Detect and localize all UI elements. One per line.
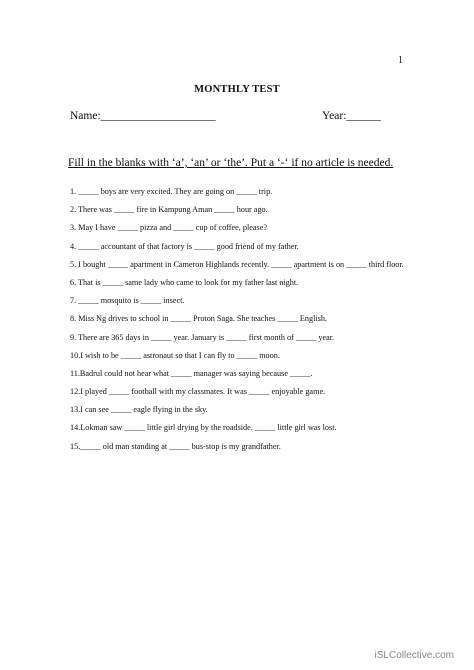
question-item: 14.Lokman saw _____ little girl drying by the roadside. _____ little girl was lost. [70, 423, 337, 433]
question-item: 6. That is _____ same lady who came to look for my father last night. [70, 277, 299, 287]
question-item: 15._____ old man standing at _____ bus-stop is my grandfather. [70, 441, 281, 451]
instruction: Fill in the blanks with ‘a’, ‘an’ or ‘the’. Put a ‘-‘ if no article is needed. [68, 157, 394, 169]
question-item: 3. May I have _____ pizza and _____ cup of coffee, please? [70, 223, 267, 233]
name-field: Name:____________________ [70, 110, 216, 122]
question-item: 13.I can see _____ eagle flying in the sky. [70, 405, 208, 415]
question-item: 12.I played _____ football with my classmates. It was _____ enjoyable game. [70, 387, 326, 397]
question-item: 2. There was _____ fire in Kampung Aman _____ hour ago. [70, 205, 268, 215]
watermark-footer: iSLCollective.com [374, 650, 454, 661]
question-item: 1. _____ boys are very excited. They are going on _____ trip. [70, 187, 273, 196]
question-item: 9. There are 365 days in _____ year. January is _____ first month of _____ year. [70, 332, 335, 342]
question-item: 4. _____ accountant of that factory is _____ good friend of my father. [70, 241, 299, 251]
question-item: 7. _____ mosquito is _____ insect. [70, 296, 185, 306]
year-field: Year:______ [322, 110, 381, 122]
question-item: 5. I bought _____ apartment in Cameron Highlands recently. _____ apartment is on _____ third floor. [70, 259, 404, 269]
question-item: 10.I wish to be _____ astronaut so that I can fly to _____ moon. [70, 350, 280, 360]
question-list [70, 187, 410, 460]
page-title: MONTHLY TEST [194, 84, 280, 95]
question-item: 8. Miss Ng drives to school in _____ Proton Saga. She teaches _____ English. [70, 314, 327, 324]
question-item: 11.Badrul could not hear what _____ manager was saying because _____. [70, 368, 313, 378]
page-number: 1 [398, 55, 403, 66]
